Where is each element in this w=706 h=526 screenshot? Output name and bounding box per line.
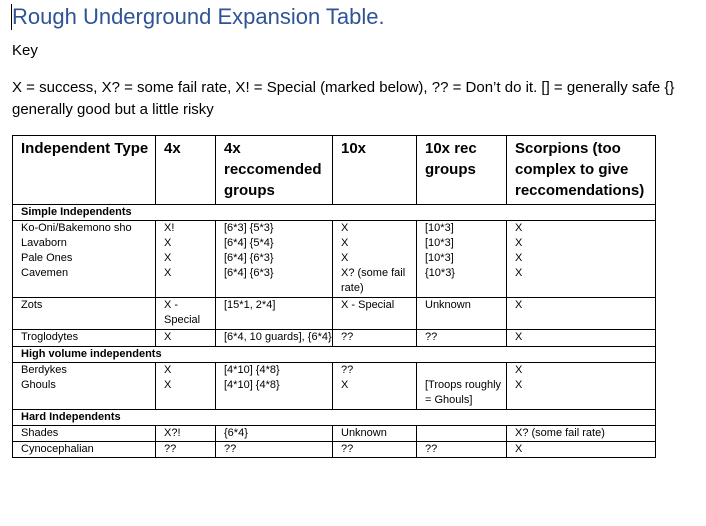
table-cell[interactable]: X - Special <box>333 298 417 330</box>
table-cell[interactable]: X? (some fail rate) <box>507 426 656 442</box>
expansion-table <box>12 135 656 458</box>
table-row <box>13 330 656 347</box>
table-cell[interactable]: Ko-Oni/Bakemono sho <box>13 221 156 237</box>
table-cell[interactable]: X <box>333 251 417 266</box>
table-cell[interactable]: X <box>333 221 417 237</box>
table-cell[interactable]: X <box>156 363 216 379</box>
table-cell[interactable]: X <box>156 251 216 266</box>
section-header-row <box>13 410 656 426</box>
table-cell[interactable]: [10*3] <box>417 251 507 266</box>
table-cell[interactable]: [6*4] {6*3} <box>216 266 333 298</box>
table-row <box>13 378 656 410</box>
table-cell[interactable]: X <box>507 251 656 266</box>
table-cell[interactable]: [6*4, 10 guards], {6*4} <box>216 330 333 347</box>
table-cell[interactable]: Pale Ones <box>13 251 156 266</box>
header-cell[interactable]: 10x rec groups <box>417 136 507 205</box>
document-title[interactable]: Rough Underground Expansion Table. <box>12 4 385 29</box>
table-cell[interactable]: [6*3] {5*3} <box>216 221 333 237</box>
table-cell[interactable]: Unknown <box>333 426 417 442</box>
table-cell[interactable]: X <box>156 236 216 251</box>
table-cell[interactable]: X <box>507 266 656 298</box>
table-cell[interactable]: [10*3] <box>417 221 507 237</box>
header-cell[interactable]: 10x <box>333 136 417 205</box>
table-cell[interactable]: X! <box>156 221 216 237</box>
table-cell[interactable]: [Troops roughly = Ghouls] <box>417 378 507 410</box>
table-cell[interactable]: Troglodytes <box>13 330 156 347</box>
table-cell[interactable]: Zots <box>13 298 156 330</box>
table-cell[interactable]: Shades <box>13 426 156 442</box>
table-cell[interactable]: [6*4] {5*4} <box>216 236 333 251</box>
table-cell[interactable]: [4*10] {4*8} <box>216 378 333 410</box>
table-cell[interactable]: Cynocephalian <box>13 442 156 458</box>
table-row <box>13 266 656 298</box>
table-cell[interactable]: {10*3} <box>417 266 507 298</box>
table-row <box>13 363 656 379</box>
table-cell[interactable]: ?? <box>333 363 417 379</box>
header-cell[interactable]: 4x <box>156 136 216 205</box>
table-cell[interactable]: {6*4} <box>216 426 333 442</box>
header-cell[interactable]: Scorpions (too complex to give reccomendations) <box>507 136 656 205</box>
section-label[interactable]: Hard Independents <box>13 410 656 426</box>
table-row <box>13 221 656 237</box>
table-cell[interactable]: X <box>507 378 656 410</box>
table-cell[interactable]: Unknown <box>417 298 507 330</box>
table-cell[interactable]: Ghouls <box>13 378 156 410</box>
table-cell[interactable]: X <box>507 236 656 251</box>
table-cell[interactable]: X <box>507 221 656 237</box>
table-cell[interactable]: [10*3] <box>417 236 507 251</box>
table-cell[interactable]: X?! <box>156 426 216 442</box>
key-heading[interactable]: Key <box>12 42 38 59</box>
section-label[interactable]: Simple Independents <box>13 205 656 221</box>
table-row <box>13 236 656 251</box>
header-cell[interactable]: 4x reccomended groups <box>216 136 333 205</box>
section-header-row <box>13 205 656 221</box>
header-row <box>13 136 656 205</box>
table-cell[interactable]: X <box>156 266 216 298</box>
table-cell[interactable]: X? (some fail rate) <box>333 266 417 298</box>
table-cell[interactable]: Berdykes <box>13 363 156 379</box>
table-cell[interactable]: ?? <box>333 442 417 458</box>
table-cell[interactable]: [15*1, 2*4] <box>216 298 333 330</box>
table-cell[interactable]: X <box>333 378 417 410</box>
table-cell[interactable]: [6*4] {6*3} <box>216 251 333 266</box>
table-cell[interactable]: X <box>333 236 417 251</box>
table-row <box>13 442 656 458</box>
table-row <box>13 251 656 266</box>
table-cell[interactable]: X <box>507 298 656 330</box>
header-cell[interactable]: Independent Type <box>13 136 156 205</box>
section-label[interactable]: High volume independents <box>13 347 656 363</box>
table-cell[interactable]: X <box>156 330 216 347</box>
key-legend[interactable]: X = success, X? = some fail rate, X! = Special (marked below), ?? = Don’t do it. [] = generally safe {} generally good but a little risky <box>12 79 675 118</box>
table-cell[interactable] <box>417 426 507 442</box>
table-cell[interactable]: X <box>156 378 216 410</box>
table-cell[interactable]: X <box>507 363 656 379</box>
table-cell[interactable]: ?? <box>156 442 216 458</box>
table-cell[interactable]: ?? <box>216 442 333 458</box>
table-row <box>13 298 656 330</box>
table-cell[interactable]: X <box>507 330 656 347</box>
section-header-row <box>13 347 656 363</box>
table-cell[interactable]: [4*10] {4*8} <box>216 363 333 379</box>
table-cell[interactable]: Lavaborn <box>13 236 156 251</box>
table-cell[interactable]: X <box>507 442 656 458</box>
table-cell[interactable]: ?? <box>417 330 507 347</box>
table-row <box>13 426 656 442</box>
table-cell[interactable]: X - Special <box>156 298 216 330</box>
table-cell[interactable]: ?? <box>417 442 507 458</box>
table-cell[interactable]: ?? <box>333 330 417 347</box>
table-cell[interactable]: Cavemen <box>13 266 156 298</box>
table-cell[interactable] <box>417 363 507 379</box>
